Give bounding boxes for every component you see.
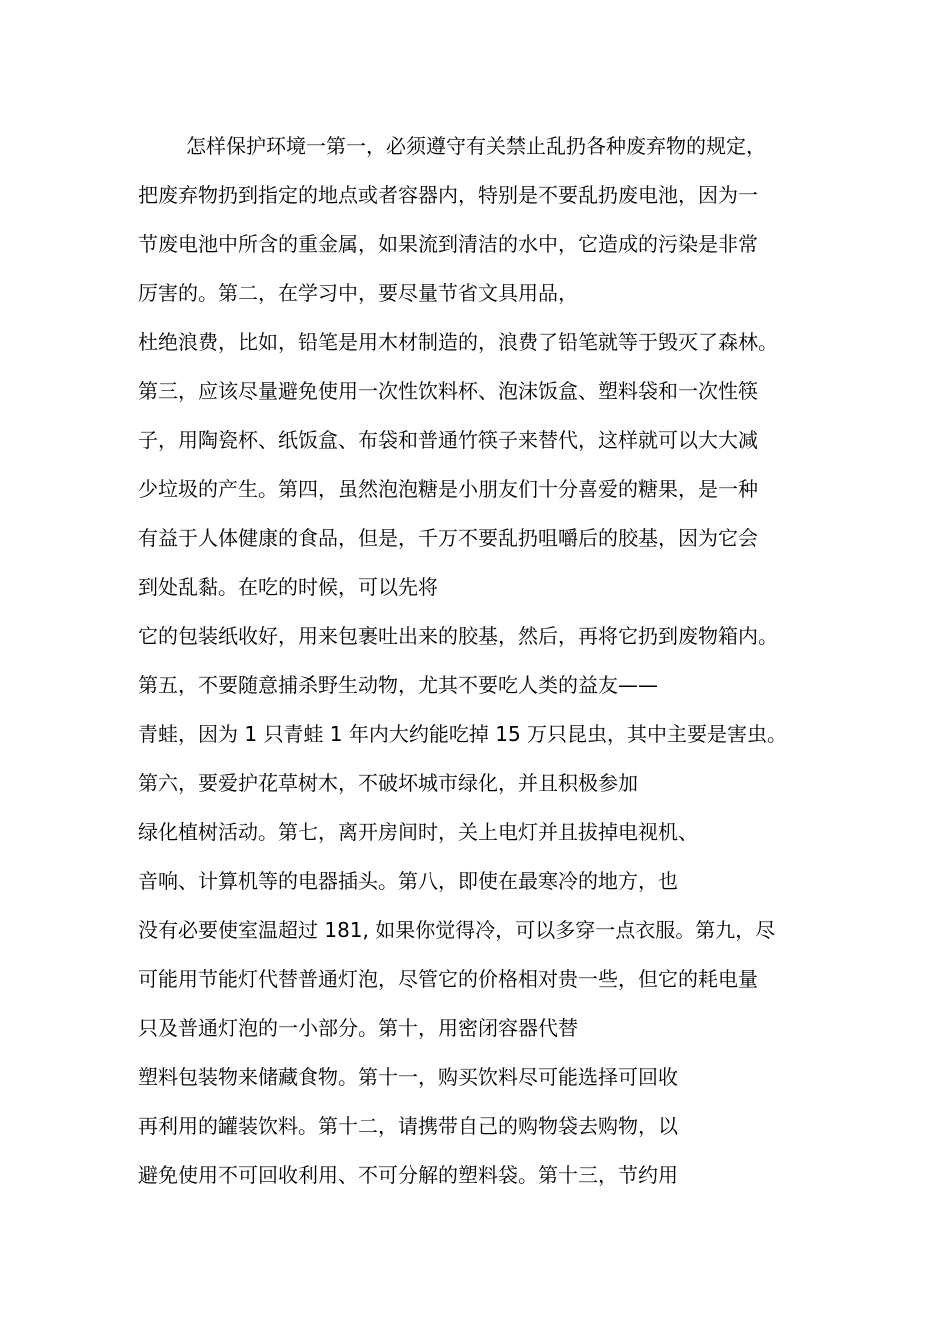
text-line: 没有必要使室温超过 181, 如果你觉得冷，可以多穿一点衣服。第九，尽 (138, 918, 776, 942)
text-line: 塑料包装物来储藏食物。第十一，购买饮料尽可能选择可回收 (138, 1065, 678, 1089)
text-line: 可能用节能灯代替普通灯泡，尽管它的价格相对贵一些，但它的耗电量 (138, 967, 758, 991)
text-line: 少垃圾的产生。第四，虽然泡泡糖是小朋友们十分喜爱的糖果，是一种 (138, 477, 758, 501)
text-line: 只及普通灯泡的一小部分。第十，用密闭容器代替 (138, 1016, 578, 1040)
text-line: 有益于人体健康的食品，但是，千万不要乱扔咀嚼后的胶基，因为它会 (138, 526, 758, 550)
text-line: 杜绝浪费，比如，铅笔是用木材制造的，浪费了铅笔就等于毁灭了森林。 (138, 330, 778, 354)
body-text (138, 122, 838, 1200)
text-line: 第三，应该尽量避免使用一次性饮料杯、泡沫饭盒、塑料袋和一次性筷 (138, 379, 758, 403)
text-line: 再利用的罐装饮料。第十二，请携带自己的购物袋去购物，以 (138, 1114, 678, 1138)
text-line: 绿化植树活动。第七，离开房间时，关上电灯并且拔掉电视机、 (138, 820, 698, 844)
text-line: 音响、计算机等的电器插头。第八，即使在最寒冷的地方，也 (138, 869, 678, 893)
text-line: 第六，要爱护花草树木，不破坏城市绿化，并且积极参加 (138, 771, 638, 795)
text-line: 第五，不要随意捕杀野生动物，尤其不要吃人类的益友—— (138, 673, 658, 697)
text-line: 把废弃物扔到指定的地点或者容器内，特别是不要乱扔废电池，因为一 (138, 183, 758, 207)
text-line: 避免使用不可回收利用、不可分解的塑料袋。第十三，节约用 (138, 1163, 678, 1187)
text-line: 怎样保护环境一第一，必须遵守有关禁止乱扔各种废弃物的规定， (186, 134, 766, 158)
text-line: 青蛙，因为 1 只青蛙 1 年内大约能吃掉 15 万只昆虫，其中主要是害虫。 (138, 722, 788, 746)
text-line: 它的包装纸收好，用来包裹吐出来的胶基，然后，再将它扔到废物箱内。 (138, 624, 778, 648)
text-line: 节废电池中所含的重金属，如果流到清洁的水中，它造成的污染是非常 (138, 232, 758, 256)
text-line: 到处乱黏。在吃的时候，可以先将 (138, 575, 438, 599)
text-line: 厉害的。第二，在学习中，要尽量节省文具用品， (138, 281, 578, 305)
text-line: 子，用陶瓷杯、纸饭盒、布袋和普通竹筷子来替代，这样就可以大大减 (138, 428, 758, 452)
